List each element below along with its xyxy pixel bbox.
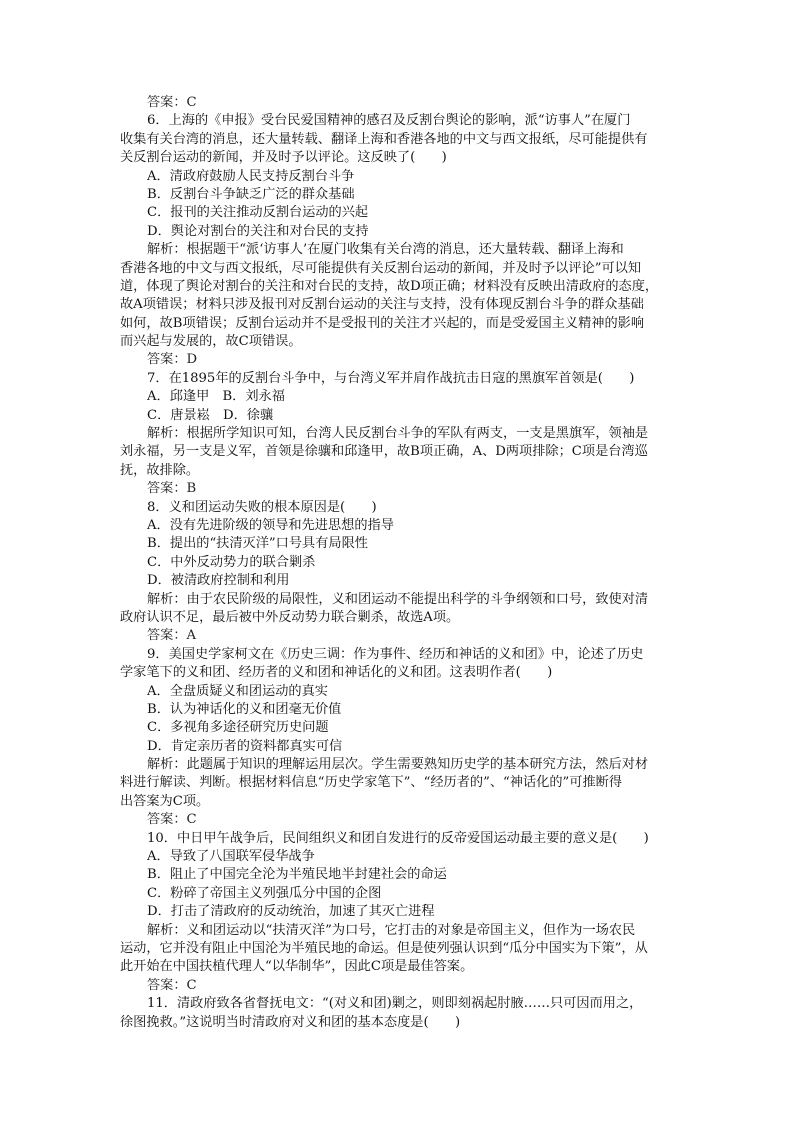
paragraph-first-line: 解析：根据所学知识可知，台湾人民反割台斗争的军队有两支，一支是黑旗军，领袖是	[147, 426, 649, 442]
paragraph-line: 政府认识不足，最后被中外反动势力联合剿杀，故选A项。	[120, 609, 460, 625]
answer-line: 答案：C	[147, 812, 197, 828]
option-line: C．报刊的关注推动反割台运动的兴起	[147, 205, 369, 221]
answer-line: 答案：A	[147, 628, 197, 644]
option-line: B．认为神话化的义和团毫无价值	[147, 701, 342, 717]
option-line: C．多视角多途径研究历史问题	[147, 720, 329, 736]
paragraph-line: 抚，故排除。	[120, 462, 200, 478]
paragraph-first-line: 7．在1895年的反割台斗争中，与台湾义军并肩作战抗击日寇的黑旗军首领是( )	[147, 370, 635, 386]
paragraph-line: 运动，它并没有阻止中国沦为半殖民地的命运。但是使列强认识到“瓜分中国实为下策”，从	[120, 940, 648, 956]
paragraph-line: 收集有关台湾的消息，还大量转载、翻译上海和香港各地的中文与西文报纸，尽可能提供有	[120, 131, 648, 147]
option-line: B．阻止了中国完全沦为半殖民地半封建社会的命运	[147, 867, 447, 883]
paragraph-line: 学家笔下的义和团、经历者的义和团和神话化的义和团。这表明作者( )	[120, 665, 553, 681]
paragraph-first-line: 解析：由于农民阶级的局限性，义和团运动不能提出科学的斗争纲领和口号，致使对清	[147, 591, 649, 607]
option-line: A．邱逢甲 B．刘永福	[147, 389, 285, 405]
option-line: A．没有先进阶级的领导和先进思想的指导	[147, 517, 394, 533]
paragraph-first-line: 11．清政府致各省督抚电文：“(对义和团)剿之，则即刻祸起肘腋……只可因而用之，	[147, 996, 643, 1012]
option-line: D．打击了清政府的反动统治，加速了其灭亡进程	[147, 904, 435, 920]
paragraph-line: 此开始在中国扶植代理人“以华制华”，因此C项是最佳答案。	[120, 959, 474, 975]
document-page	[120, 94, 682, 1032]
option-line: C．粉碎了帝国主义列强瓜分中国的企图	[147, 885, 382, 901]
paragraph-line: 道，体现了舆论对割台的关注和对台民的支持，故D项正确；材料没有反映出清政府的态度，	[120, 278, 659, 294]
option-line: A．全盘质疑义和团运动的真实	[147, 683, 328, 699]
answer-line: 答案：B	[147, 481, 197, 497]
option-line: A．导致了八国联军侵华战争	[147, 849, 315, 865]
option-line: D．肯定亲历者的资料都真实可信	[147, 738, 343, 754]
option-line: B．提出的“扶清灭洋”口号具有局限性	[147, 536, 368, 552]
paragraph-line: 刘永福，另一支是义军，首领是徐骧和邱逢甲，故B项正确，A、D两项排除；C项是台湾巡	[120, 444, 648, 460]
option-line: A．清政府鼓励人民支持反割台斗争	[147, 168, 355, 184]
paragraph-line: 而兴起与发展的，故C项错误。	[120, 334, 302, 350]
paragraph-first-line: 10．中日甲午战争后，民间组织义和团自发进行的反帝爱国运动最主要的意义是( )	[147, 830, 649, 846]
paragraph-line: 香港各地的中文与西文报纸，尽可能提供有关反割台运动的新闻，并及时予以评论”可以知	[120, 260, 642, 276]
paragraph-line: 料进行解读、判断。根据材料信息“历史学家笔下”、“经历者的”、“神话化的”可推断得	[120, 775, 623, 791]
paragraph-first-line: 解析：此题属于知识的理解运用层次。学生需要熟知历史学的基本研究方法，然后对材	[147, 757, 649, 773]
answer-line: 答案：C	[147, 95, 197, 110]
paragraph-first-line: 解析：根据题干“派‘访事人’在厦门收集有关台湾的消息，还大量转载、翻译上海和	[147, 242, 624, 258]
paragraph-line: 出答案为C项。	[120, 793, 210, 809]
paragraph-line: 关反割台运动的新闻，并及时予以评论。这反映了( )	[120, 150, 447, 166]
paragraph-first-line: 解析：义和团运动以“扶清灭洋”为口号，它打击的对象是帝国主义，但作为一场农民	[147, 922, 636, 938]
answer-line: 答案：D	[147, 352, 198, 368]
paragraph-line: 故A项错误；材料只涉及报刊对反割台运动的关注与支持，没有体现反割台斗争的群众基础	[120, 297, 644, 313]
paragraph-line: 如何，故B项错误；反割台运动并不是受报刊的关注才兴起的，而是受爱国主义精神的影响	[120, 315, 644, 331]
option-line: B．反割台斗争缺乏广泛的群众基础	[147, 186, 355, 202]
answer-line: 答案：C	[147, 977, 197, 993]
paragraph-line: 徐图挽救。”这说明当时清政府对义和团的基本态度是( )	[120, 1014, 461, 1030]
option-line: D．被清政府控制和利用	[147, 573, 290, 589]
option-line: C．唐景崧 D．徐骧	[147, 407, 274, 423]
paragraph-first-line: 9．美国史学家柯文在《历史三调：作为事件、经历和神话的义和团》中，论述了历史	[147, 646, 644, 662]
option-line: D．舆论对割台的关注和对台民的支持	[147, 223, 369, 239]
option-line: C．中外反动势力的联合剿杀	[147, 554, 316, 570]
paragraph-first-line: 6．上海的《申报》受台民爱国精神的感召及反割台舆论的影响，派“访事人”在厦门	[147, 113, 631, 129]
paragraph-first-line: 8．义和团运动失败的根本原因是( )	[147, 499, 377, 515]
